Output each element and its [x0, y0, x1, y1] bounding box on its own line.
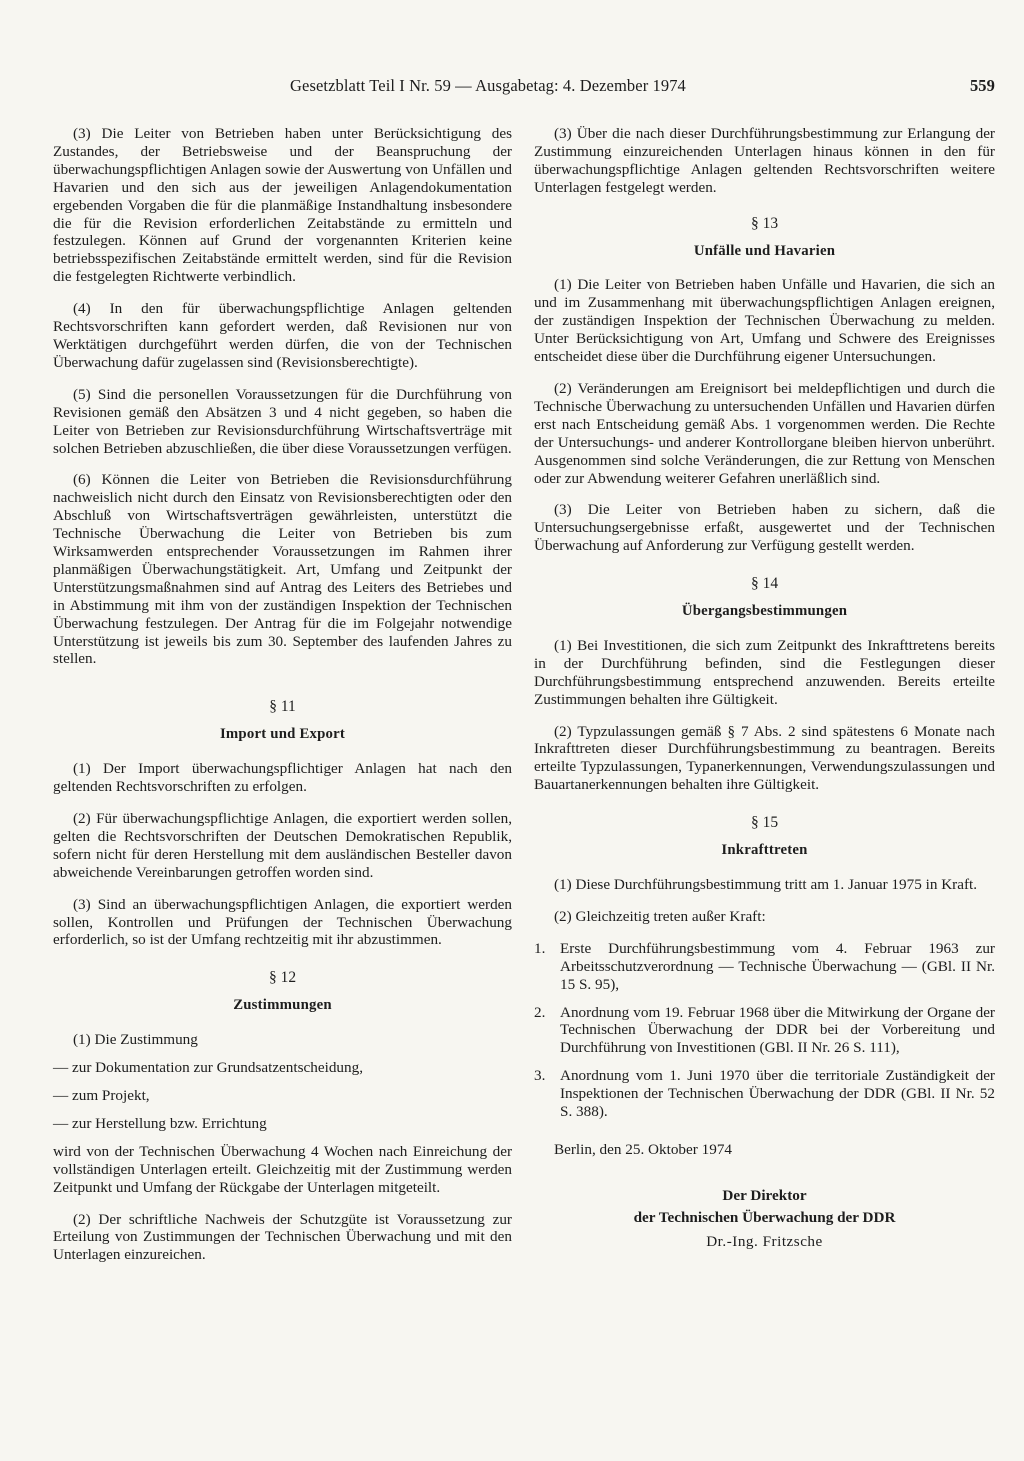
- section-number: § 11: [269, 698, 296, 716]
- section-number: § 14: [750, 575, 779, 593]
- section-number: § 12: [268, 969, 297, 987]
- section-number: § 15: [750, 814, 779, 832]
- page-header: [290, 76, 995, 100]
- list-item: — zum Projekt,: [53, 1086, 150, 1104]
- paragraph: (2) Gleichzeitig treten außer Kraft:: [554, 907, 766, 925]
- list-item: [534, 940, 995, 994]
- section-title: Übergangsbestimmungen: [681, 603, 848, 620]
- paragraph: (2) Typzulassungen gemäß § 7 Abs. 2 sind spätestens 6 Monate nach Inkrafttreten dieser Durchführungsbestimmung zu beantragen. Bereits erteilte Typzulassungen, Typanerkennungen, Verwendungszulassungen und Bauartanerkennungen behalten ihre Gültigkeit.: [534, 722, 995, 794]
- right-column: [534, 125, 995, 1251]
- signature-title: der Technischen Überwachung der DDR: [633, 1208, 896, 1226]
- section-title: Unfälle und Havarien: [693, 242, 836, 259]
- list-item: [534, 1004, 995, 1058]
- paragraph: (1) Der Import überwachungspflichtiger Anlagen hat nach den geltenden Rechtsvorschriften zu erfolgen.: [53, 760, 512, 796]
- list-number: 1.: [534, 939, 546, 957]
- list-text: Anordnung vom 1. Juni 1970 über die territoriale Zuständigkeit der Inspektionen der Technischen Überwachung der DDR (GBl. II Nr. 52 S. 388).: [560, 1067, 995, 1121]
- section-title: Zustimmungen: [233, 997, 332, 1014]
- paragraph: (2) Für überwachungspflichtige Anlagen, die exportiert werden sollen, gelten die Rechtsvorschriften der Deutschen Demokratischen Republik, sofern nicht für deren Herstellung mit dem ausländischen Besteller davon abweichende Vereinbarungen getroffen worden sind.: [53, 810, 512, 881]
- header-title: Gesetzblatt Teil I Nr. 59 — Ausgabetag: 4. Dezember 1974: [290, 76, 686, 95]
- paragraph: (2) Veränderungen am Ereignisort bei meldepflichtigen und durch die Technische Überwachung zu untersuchenden Unfällen und Havarien dürfen erst nach Entscheidung gemäß Abs. 1 vorgenommen werden. Die Rechte der Untersuchungs- und anderer Kontrollorgane bleiben hiervon unberührt. Ausgenommen sind solche Veränderungen, die zur Rettung von Menschen oder zur Abwendung weiterer Gefahren unerläßlich sind.: [534, 379, 995, 487]
- page-number: 559: [969, 76, 995, 95]
- list-text: Erste Durchführungsbestimmung vom 4. Februar 1963 zur Arbeitsschutzverordnung — Technische Überwachung — (GBl. II Nr. 15 S. 95),: [560, 939, 995, 993]
- repeal-list: [534, 940, 995, 1121]
- paragraph: (1) Die Zustimmung: [73, 1031, 198, 1049]
- list-number: 3.: [534, 1067, 546, 1085]
- paragraph: (3) Über die nach dieser Durchführungsbestimmung zur Erlangung der Zustimmung einzureichenden Unterlagen hinaus können in den für überwachungspflichtige Anlagen geltenden Rechtsvorschriften weitere Unterlagen festgelegt werden.: [534, 125, 995, 196]
- list-text: Anordnung vom 19. Februar 1968 über die Mitwirkung der Organe der Technischen Überwachung der DDR bei der Vorbereitung und Durchführung von Investitionen (GBl. II Nr. 26 S. 111),: [560, 1003, 995, 1057]
- left-column: [53, 125, 512, 1278]
- section-title: Inkrafttreten: [721, 842, 808, 859]
- place-date: Berlin, den 25. Oktober 1974: [554, 1140, 733, 1158]
- section-number: § 13: [750, 214, 779, 232]
- paragraph: (3) Die Leiter von Betrieben haben zu sichern, daß die Untersuchungsergebnisse erfaßt, ausgewertet und der Technischen Überwachung auf Anforderung zur Verfügung gestellt werden.: [534, 501, 995, 555]
- paragraph: (1) Diese Durchführungsbestimmung tritt am 1. Januar 1975 in Kraft.: [554, 876, 978, 893]
- paragraph: (1) Bei Investitionen, die sich zum Zeitpunkt des Inkrafttretens bereits in der Durchführung befinden, sind die Festlegungen dieser Durchführungsbestimmung entsprechend anzuwenden. Bereits erteilte Zustimmungen behalten ihre Gültigkeit.: [534, 636, 995, 708]
- list-item: — zur Dokumentation zur Grundsatzentscheidung,: [53, 1059, 363, 1077]
- paragraph: (3) Die Leiter von Betrieben haben unter Berücksichtigung des Zustandes, der Betriebsweise und der Beanspruchung der überwachungspflichtigen Anlagen sowie der Auswertung von Unfällen und Havarien und den sich aus der jeweiligen Anlagendokumentation ergebenden Vorgaben die für die planmäßige Instandhaltung insbesondere die für die Revision erforderlichen Zeitabstände zu ermitteln und festzulegen. Können auf Grund der vorgenannten Kriterien keine betriebsspezifischen Zeitabstände ermittelt werden, sind für die Revision die festgelegten Richtwerte verbindlich.: [53, 125, 512, 286]
- signature-title: Der Direktor: [722, 1186, 807, 1204]
- list-item: — zur Herstellung bzw. Errichtung: [53, 1114, 267, 1132]
- signatory-name: Dr.-Ing. Fritzsche: [706, 1232, 823, 1250]
- list-item: [534, 1067, 995, 1121]
- paragraph: (5) Sind die personellen Voraussetzungen für die Durchführung von Revisionen gemäß den Absätzen 3 und 4 nicht gegeben, so haben die Leiter von Betrieben zur Revisionsdurchführung Wirtschaftsverträge mit solchen Betrieben abzuschließen, die über diese Voraussetzungen verfügen.: [53, 385, 512, 457]
- paragraph: (1) Die Leiter von Betrieben haben Unfälle und Havarien, die sich an und im Zusammenhang mit überwachungspflichtigen Anlagen ereignen, der zuständigen Inspektion der Technischen Überwachung zu melden. Unter Berücksichtigung von Art, Umfang und Schwere des Ereignisses entscheidet diese über die Durchführung eigener Untersuchungen.: [534, 276, 995, 366]
- paragraph: (2) Der schriftliche Nachweis der Schutzgüte ist Voraussetzung zur Erteilung von Zustimmungen der Technischen Überwachung und mit den Unterlagen einzureichen.: [53, 1210, 512, 1264]
- paragraph: (3) Sind an überwachungspflichtigen Anlagen, die exportiert werden sollen, Kontrollen und Prüfungen der Technischen Überwachung erforderlich, so ist der Umfang rechtzeitig mit ihr abzustimmen.: [53, 895, 512, 949]
- section-title: Import und Export: [219, 726, 346, 743]
- paragraph: wird von der Technischen Überwachung 4 Wochen nach Einreichung der vollständigen Unterlagen erteilt. Gleichzeitig mit der Zustimmung werden Zeitpunkt und Umfang der Rückgabe der Unterlagen mitgeteilt.: [53, 1142, 512, 1196]
- paragraph: (4) In den für überwachungspflichtige Anlagen geltenden Rechtsvorschriften kann gefordert werden, daß Revisionen nur von Werktätigen durchgeführt werden dürfen, die von der Technischen Überwachung dafür zugelassen sind (Revisionsberechtigte).: [53, 300, 512, 371]
- paragraph: (6) Können die Leiter von Betrieben die Revisionsdurchführung nachweislich nicht durch den Einsatz von Revisionsberechtigten oder den Abschluß von Wirtschaftsverträgen gewährleisten, unterstützt die Technische Überwachung die Leiter von Betrieben bis zum Wirksamwerden entsprechender Voraussetzungen im Rahmen ihrer planmäßigen Überwachungstätigkeit. Art, Umfang und Zeitpunkt der Unterstützungsmaßnahmen sind auf Antrag des Leiters des Betriebes und in Abstimmung mit ihm von der zuständigen Inspektion der Technischen Überwachung festzulegen. Der Antrag für die im Folgejahr notwendige Unterstützung ist jeweils bis zum 30. September des laufenden Jahres zu stellen.: [53, 471, 512, 668]
- list-number: 2.: [534, 1003, 546, 1021]
